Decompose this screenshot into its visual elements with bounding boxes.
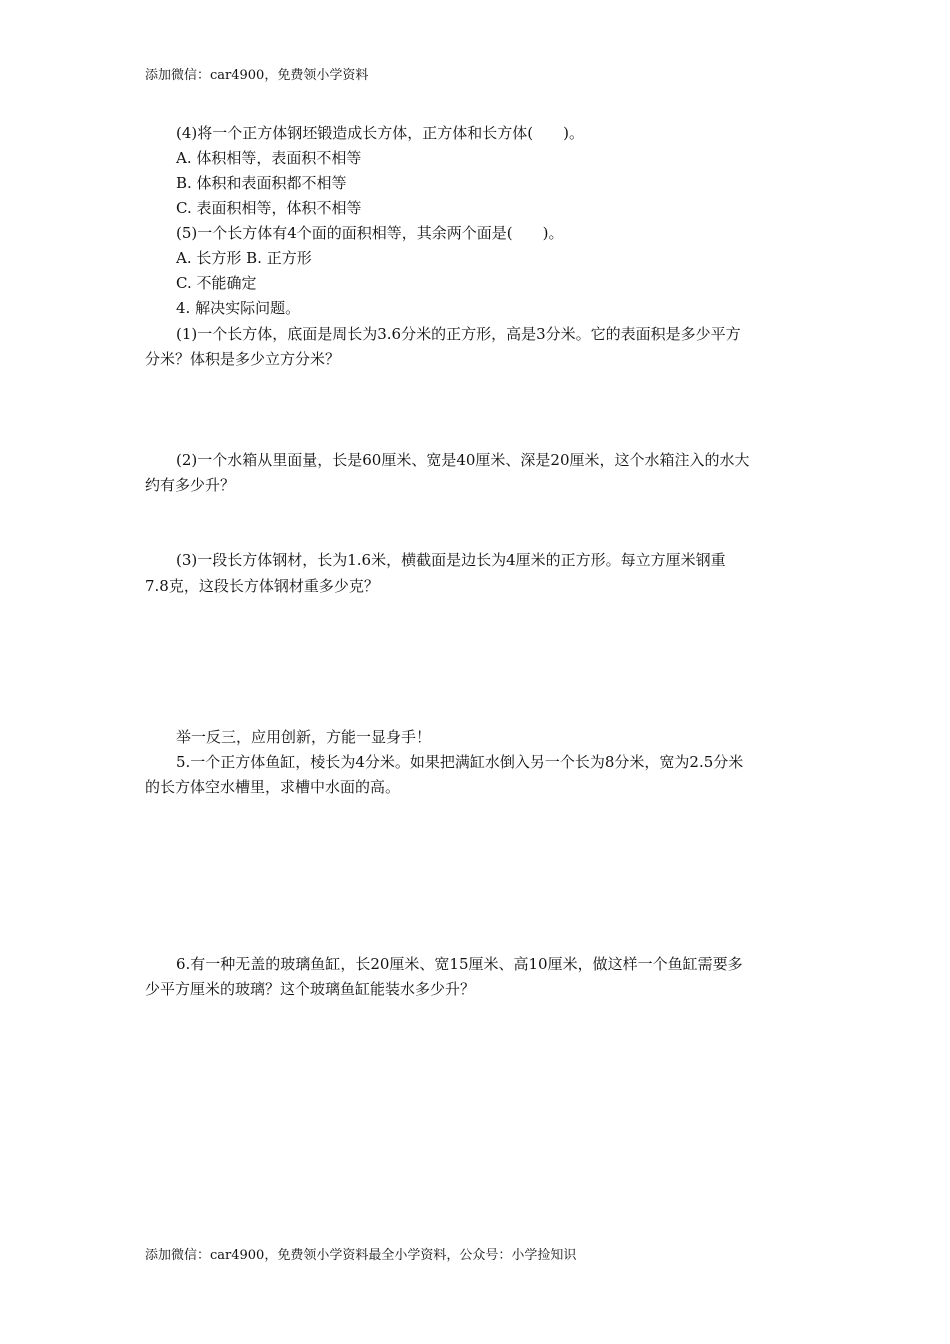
problem-4-3-line-2: 7.8克，这段长方体钢材重多少克？ [145,577,379,595]
problem-4-3-line-1: (3)一段长方体钢材，长为1.6米，横截面是边长为4厘米的正方形。每立方厘米钢重 [176,551,726,569]
question-3-5-option-c: C. 不能确定 [176,274,257,292]
question-3-5-options-ab: A. 长方形 B. 正方形 [176,249,312,267]
problem-4-1-line-1: (1)一个长方体，底面是周长为3.6分米的正方形，高是3分米。它的表面积是多少平方 [176,325,741,343]
question-3-5-stem: (5)一个长方体有4个面的面积相等，其余两个面是( )。 [176,224,564,242]
extension-heading: 举一反三，应用创新，方能一显身手！ [176,728,432,746]
question-5-line-1: 5.一个正方体鱼缸，棱长为4分米。如果把满缸水倒入另一个长为8分米，宽为2.5分米 [176,753,744,771]
question-3-4-option-a: A. 体积相等，表面积不相等 [176,149,362,167]
question-3-4-option-c: C. 表面积相等，体积不相等 [176,199,362,217]
section-4-title: 4. 解决实际问题。 [176,299,301,317]
question-6-line-1: 6.有一种无盖的玻璃鱼缸，长20厘米、宽15厘米、高10厘米，做这样一个鱼缸需要多 [176,955,743,973]
problem-4-1-line-2: 分米？体积是多少立方分米？ [145,350,341,368]
page-footer: 添加微信：car4900，免费领小学资料最全小学资料，公众号：小学捡知识 [145,1248,577,1263]
question-3-4-option-b: B. 体积和表面积都不相等 [176,174,347,192]
page-header: 添加微信：car4900，免费领小学资料 [145,68,369,83]
problem-4-2-line-1: (2)一个水箱从里面量，长是60厘米、宽是40厘米、深是20厘米，这个水箱注入的水大 [176,451,750,469]
question-6-line-2: 少平方厘米的玻璃？这个玻璃鱼缸能装水多少升？ [145,980,476,998]
question-5-line-2: 的长方体空水槽里，求槽中水面的高。 [145,778,401,796]
problem-4-2-line-2: 约有多少升？ [145,476,236,494]
question-3-4-stem: (4)将一个正方体钢坯锻造成长方体，正方体和长方体( )。 [176,124,584,142]
